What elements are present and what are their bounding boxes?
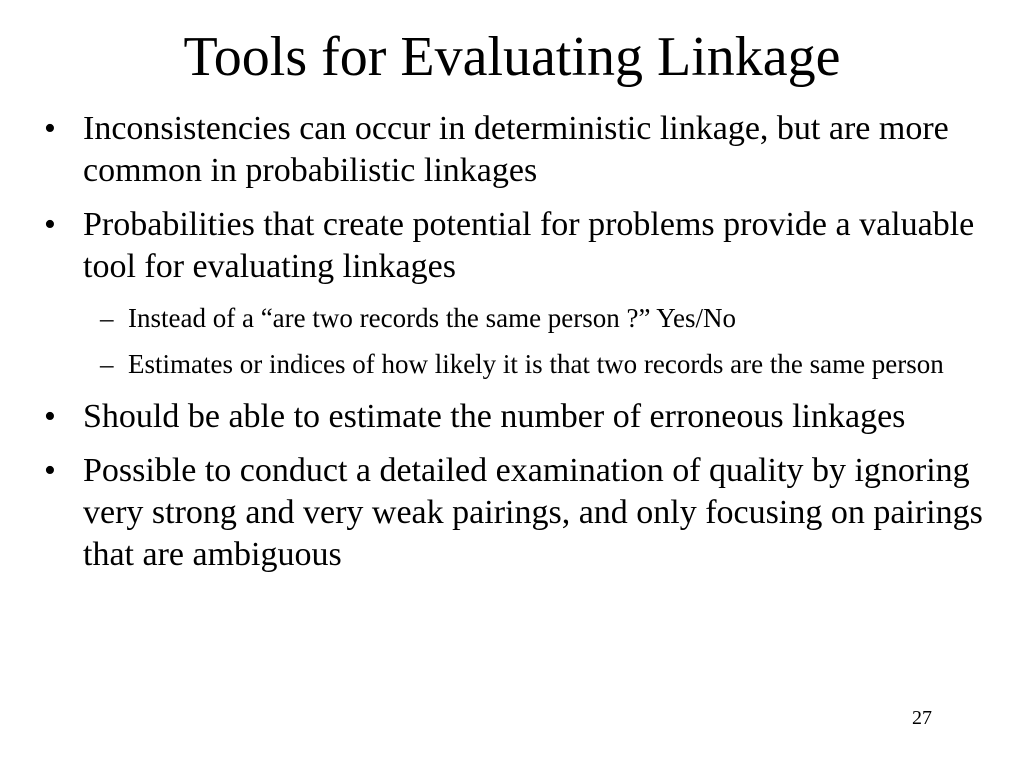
bullet-text: Inconsistencies can occur in deterministic linkage, but are more common in probabilistic linkages [83,110,949,189]
bullet-text: Should be able to estimate the number of erroneous linkages [83,398,906,435]
slide-number: 27 [912,707,932,729]
bullet-item [44,450,994,576]
bullet-item [44,204,994,288]
bullet-text: Possible to conduct a detailed examination of quality by ignoring very strong and very weak pairings, and only focusing on pairings that are ambiguous [83,452,983,573]
bullet-list [44,108,994,588]
sub-bullet-item [44,346,994,382]
sub-bullet-text: Instead of a “are two records the same person ?” Yes/No [128,303,737,333]
dash-icon: – [100,349,114,379]
bullet-icon: • [44,110,56,147]
dash-icon: – [100,303,114,333]
bullet-text: Probabilities that create potential for problems provide a valuable tool for evaluating linkages [83,206,975,285]
bullet-icon: • [44,206,56,243]
sub-bullet-list [44,300,994,382]
bullet-icon: • [44,398,56,435]
slide-title: Tools for Evaluating Linkage [183,26,841,88]
bullet-item [44,108,994,192]
sub-bullet-item [44,300,994,336]
bullet-item [44,396,994,438]
bullet-icon: • [44,452,56,489]
sub-bullet-text: Estimates or indices of how likely it is that two records are the same person [128,349,944,379]
